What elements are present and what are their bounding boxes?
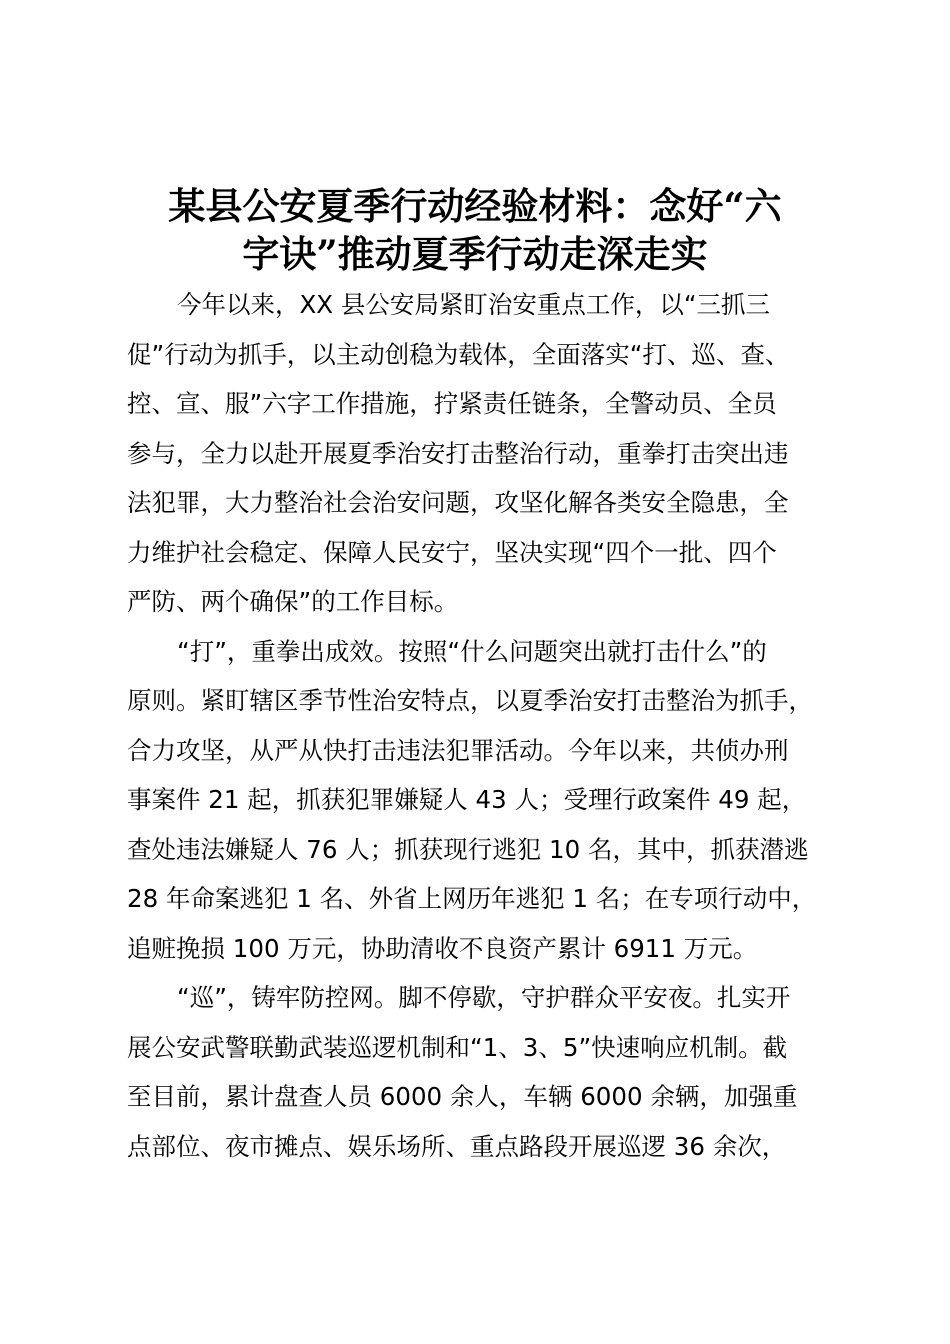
text-line: 至目前，累计盘查人员 6000 余人，车辆 6000 余辆，加强重 (127, 1082, 798, 1111)
text-line: “巡”，铸牢防控网。脚不停歇，守护群众平安夜。扎实开 (177, 983, 791, 1012)
text-line: 今年以来，XX 县公安局紧盯治安重点工作，以“三抓三 (177, 290, 771, 319)
paragraph-strike (127, 627, 857, 974)
paragraph-patrol (127, 973, 857, 1171)
document-body (127, 280, 857, 1171)
text-line: 合力攻坚，从严从快打击违法犯罪活动。今年以来，共侦办刑 (127, 735, 789, 765)
title-line: 某县公安夏季行动经验材料：念好“六 (168, 184, 782, 228)
text-line: 力维护社会稳定、保障人民安宁，坚决实现“四个一批、四个 (127, 537, 777, 567)
text-line: 促”行动为抓手，以主动创稳为载体，全面落实“打、巡、查、 (127, 339, 790, 369)
text-line: 点部位、夜市摊点、娱乐场所、重点路段开展巡逻 36 余次， (127, 1131, 787, 1161)
text-line: 28 年命案逃犯 1 名、外省上网历年逃犯 1 名；在专项行动中， (127, 884, 817, 913)
document-title (110, 182, 840, 278)
text-line: 展公安武警联勤武装巡逻机制和“1、3、5”快速响应机制。截 (127, 1032, 788, 1062)
text-line: 法犯罪，大力整治社会治安问题，攻坚化解各类安全隐患，全 (127, 488, 789, 517)
text-line: 查处违法嫌疑人 76 人；抓获现行逃犯 10 名，其中，抓获潜逃 (127, 834, 809, 864)
text-line: 参与，全力以赴开展夏季治安打击整治行动，重拳打击突出违 (127, 438, 789, 468)
paragraph-intro (127, 280, 857, 627)
text-line: “打”，重拳出成效。按照“什么问题突出就打击什么”的 (177, 636, 767, 666)
text-line: 原则。紧盯辖区季节性治安特点，以夏季治安打击整治为抓手， (127, 686, 813, 715)
title-line: 字诀”推动夏季行动走深走实 (242, 232, 708, 276)
text-line: 严防、两个确保”的工作目标。 (127, 587, 459, 616)
text-line: 控、宣、服”六字工作措施，拧紧责任链条，全警动员、全员 (127, 389, 777, 418)
text-line: 事案件 21 起，抓获犯罪嫌疑人 43 人；受理行政案件 49 起， (127, 785, 807, 814)
text-line: 追赃挽损 100 万元，协助清收不良资产累计 6911 万元。 (127, 933, 758, 963)
